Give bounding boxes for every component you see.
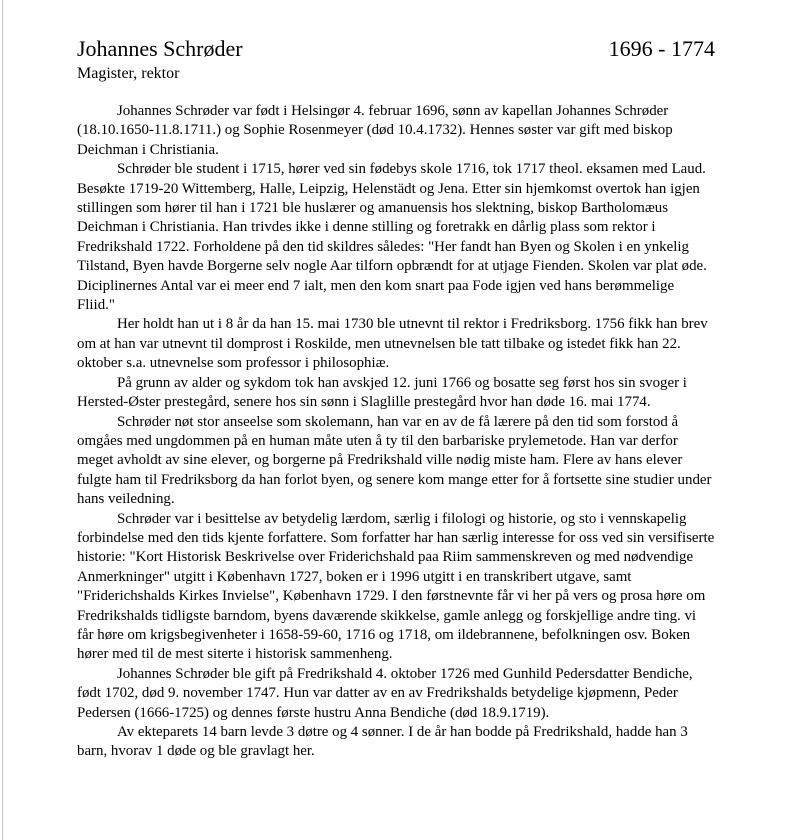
document-header — [77, 34, 715, 64]
paragraph-education: Schrøder ble student i 1715, hører ved sin fødebys skole 1716, tok 1717 theol. eksamen med Laud. Besøkte 1719-20 Wittemberg, Halle, Leipzig, Helenstädt og Jena. Etter sin hjemkomst overtok han igjen stillingen som hører til han i 1721 ble huslærer og amanuensis hos slektning, biskop Bartholomæus Deichman i Christiania. Han trivdes ikke i denne stilling og foretrakk en dårlig plass som rektor i Fredrikshald 1722. Forholdene på den tid skildres således: "Her fandt han Byen og Skolen i en ynkelig Tilstand, Byen havde Borgerne selv nogle Aar tilforn opbrændt for at utjage Fienden. Skolen var plat øde. Diciplinernes Antal var ei meer end 7 ialt, men den kom snart paa Fode igjen ved hans berømmelige Fliid." — [77, 161, 707, 314]
paragraph-author: Schrøder var i besittelse av betydelig lærdom, særlig i filologi og historie, og sto i vennskapelig forbindelse med den tids kjente forfattere. Som forfatter har han særlig interesse for oss ved sin versifiserte historie: "Kort Historisk Beskrivelse over Friderichshald paa Riim sammenskreven og med nødvendige Anmerkninger" utgitt i København 1727, boken er i 1996 utgitt i en transkribert utgave, samt "Friderichshalds Kirkes Invielse", København 1729. I den førstnevnte får vi her på vers og prosa høre om Fredrikshalds tidligste barndom, byens daværende skikkelse, gamle anlegg og forskjellige andre ting. vi får høre om krigsbegivenheter i 1658-59-60, 1716 og 1718, om ildebrannene, befolkningen osv. Boken hører med til de mest siterte i historisk sammenheng. — [77, 510, 715, 663]
paragraph-marriage: Johannes Schrøder ble gift på Fredrikshald 4. oktober 1726 med Gunhild Pedersdatter Bendiche, født 1702, død 9. november 1747. Hun var datter av en av Fredrikshalds betydelige kjøpmenn, Peder Pedersen (1666-1725) og dennes første hustru Anna Bendiche (død 18.9.1719). — [77, 665, 693, 721]
biography-text — [77, 102, 715, 762]
paragraph-children: Av ekteparets 14 barn levde 3 døtre og 4 sønner. I de år han bodde på Fredrikshald, hadde han 3 barn, hvorav 1 døde og ble gravlagt her. — [77, 724, 688, 760]
paragraph-schoolman: Schrøder nøt stor anseelse som skolemann, han var en av de få lærere på den tid som forstod å omgåes med ungdommen på en human måte uten å ty til den barbariske prylemetode. Han var derfor meget avholdt av sine elever, og borgerne på Fredrikshald ville nødig miste ham. Flere av hans elever fulgte ham til Fredriksborg da han forlot byen, og senere kom mange etter for å fortsette sine studier under hans veiledning. — [77, 413, 712, 508]
paragraph-birth: Johannes Schrøder var født i Helsingør 4. februar 1696, sønn av kapellan Johannes Schrøder (18.10.1650-11.8.1711.) og Sophie Rosenmeyer (død 10.4.1732). Hennes søster var gift med biskop Deichman i Christiania. — [77, 103, 673, 158]
person-title: Magister, rektor — [77, 65, 180, 82]
life-years: 1696 - 1774 — [608, 36, 715, 61]
document-page — [77, 34, 715, 762]
paragraph-retirement: På grunn av alder og sykdom tok han avskjed 12. juni 1766 og bosatte seg først hos sin svoger i Hersted-Øster prestegård, senere hos sin sønn i Slaglille prestegård hvor han døde 16. mai 1774. — [77, 374, 687, 411]
page-left-border — [2, 0, 3, 840]
paragraph-fredriksborg: Her holdt han ut i 8 år da han 15. mai 1730 ble utnevnt til rektor i Fredriksborg. 1756 fikk han brev om at han var utnevnt til domprost i Roskilde, men utnevnelsen ble tatt tilbake og istedet fikk han 22. oktober s.a. utnevnelse som professor i philosophiæ. — [77, 316, 708, 372]
person-name: Johannes Schrøder — [77, 36, 243, 61]
